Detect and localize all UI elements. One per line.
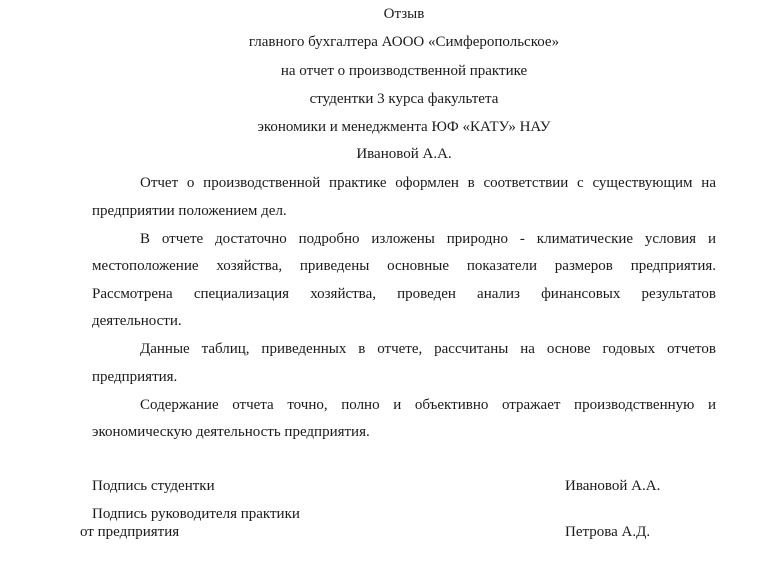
paragraph-2-line-3: Рассмотрена специализация хозяйства, проведен анализ финансовых результатов (92, 286, 716, 302)
paragraph-3-line-1: Данные таблиц, приведенных в отчете, рассчитаны на основе годовых отчетов (140, 341, 716, 357)
supervisor-signature-name: Петрова А.Д. (565, 524, 651, 540)
heading-line-3: студентки 3 курса факультета (309, 91, 499, 107)
heading-author-name: Ивановой А.А. (356, 146, 452, 162)
paragraph-3-line-2: предприятия. (92, 369, 178, 385)
paragraph-4-line-1: Содержание отчета точно, полно и объективно отражает производственную и (140, 397, 716, 413)
student-signature-name: Ивановой А.А. (565, 478, 661, 494)
paragraph-2-line-1: В отчете достаточно подробно изложены природно - климатические условия и (140, 231, 716, 247)
heading-line-1: главного бухгалтера АООО «Симферопольское» (248, 34, 560, 50)
paragraph-4-line-2: экономическую деятельность предприятия. (92, 424, 370, 440)
student-signature-label: Подпись студентки (92, 478, 215, 494)
paragraph-1-line-1: Отчет о производственной практике оформлен в соответствии с существующим на (140, 175, 716, 191)
document-title: Отзыв (383, 6, 425, 22)
paragraph-1-line-2: предприятии положением дел. (92, 203, 287, 219)
supervisor-signature-label-cont: от предприятия (80, 524, 180, 540)
heading-line-4: экономики и менеджмента ЮФ «КАТУ» НАУ (257, 119, 551, 135)
supervisor-signature-label: Подпись руководителя практики (92, 506, 300, 522)
heading-line-2: на отчет о производственной практике (280, 63, 528, 79)
paragraph-2-line-4: деятельности. (92, 313, 182, 329)
paragraph-2-line-2: местоположение хозяйства, приведены основные показатели размеров предприятия. (92, 258, 716, 274)
